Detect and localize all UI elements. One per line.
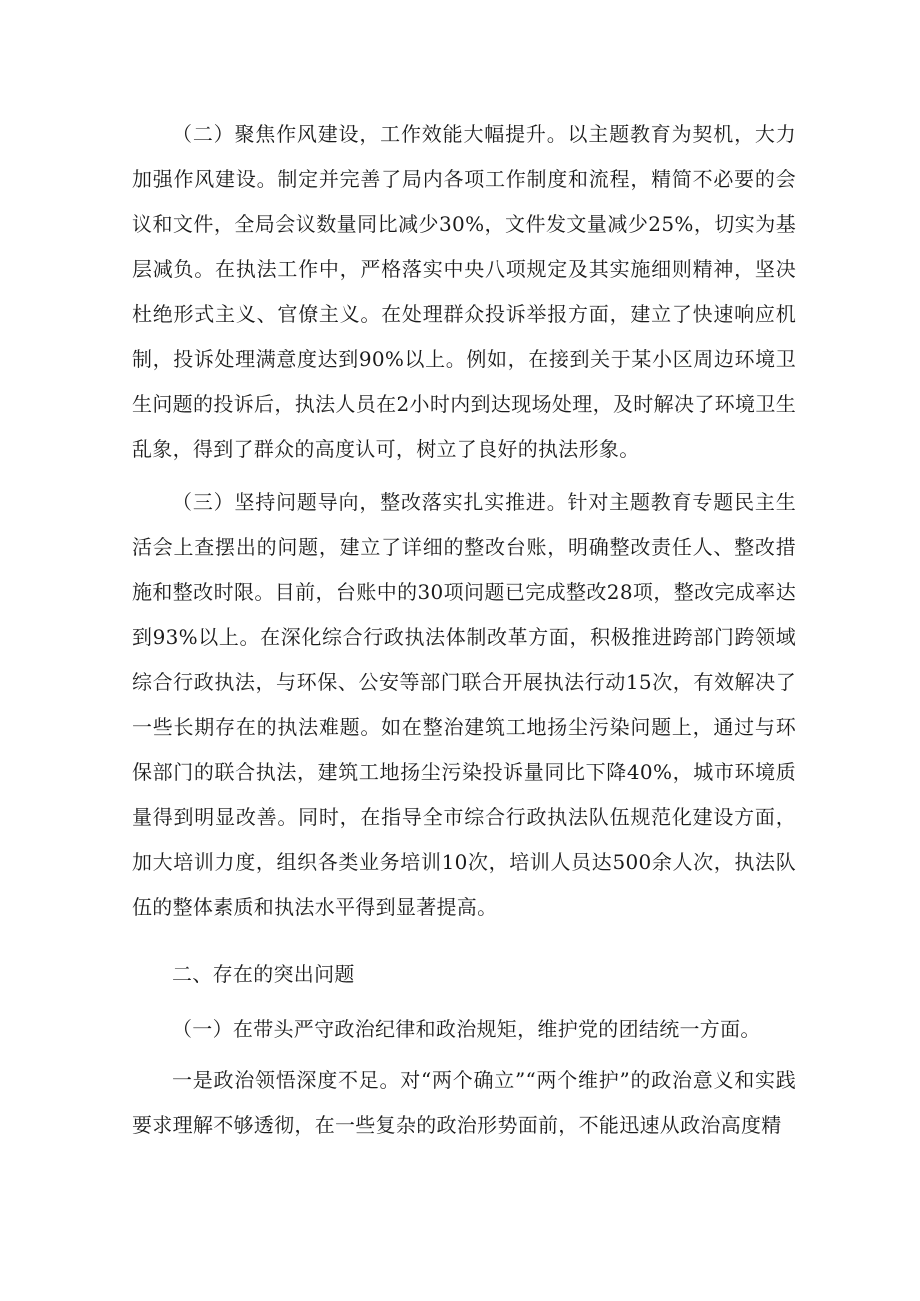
document-body (132, 112, 796, 1148)
sub-heading: （一）在带头严守政治纪律和政治规矩，维护党的团结统一方面。 (172, 1017, 761, 1041)
section-heading: 二、存在的突出问题 (172, 962, 355, 986)
paragraph-work-style: （二）聚焦作风建设，工作效能大幅提升。以主题教育为契机，大力加强作风建设。制定并完善了局内各项工作制度和流程，精简不必要的会议和文件，全局会议数量同比减少30%，文件发文量减少25%，切实为基层减负。在执法工作中，严格落实中央八项规定及其实施细则精神，坚决杜绝形式主义、官僚主义。在处理群众投诉举报方面，建立了快速响应机制，投诉处理满意度达到90%以上。例如，在接到关于某小区周边环境卫生问题的投诉后，执法人员在2小时内到达现场处理，及时解决了环境卫生乱象，得到了群众的高度认可，树立了良好的执法形象。 (132, 122, 796, 461)
paragraph-political-awareness: 一是政治领悟深度不足。对“两个确立”“两个维护”的政治意义和实践要求理解不够透彻，在一些复杂的政治形势面前，不能迅速从政治高度精 (132, 1068, 796, 1137)
paragraph-rectification: （三）坚持问题导向，整改落实扎实推进。针对主题教育专题民主生活会上查摆出的问题，建立了详细的整改台账，明确整改责任人、整改措施和整改时限。目前，台账中的30项问题已完成整改28项，整改完成率达到93%以上。在深化综合行政执法体制改革方面，积极推进跨部门跨领域综合行政执法，与环保、公安等部门联合开展执法行动15次，有效解决了一些长期存在的执法难题。如在整治建筑工地扬尘污染问题上，通过与环保部门的联合执法，建筑工地扬尘污染投诉量同比下降40%，城市环境质量得到明显改善。同时，在指导全市综合行政执法队伍规范化建设方面，加大培训力度，组织各类业务培训10次，培训人员达500余人次，执法队伍的整体素质和执法水平得到显著提高。 (132, 490, 796, 919)
